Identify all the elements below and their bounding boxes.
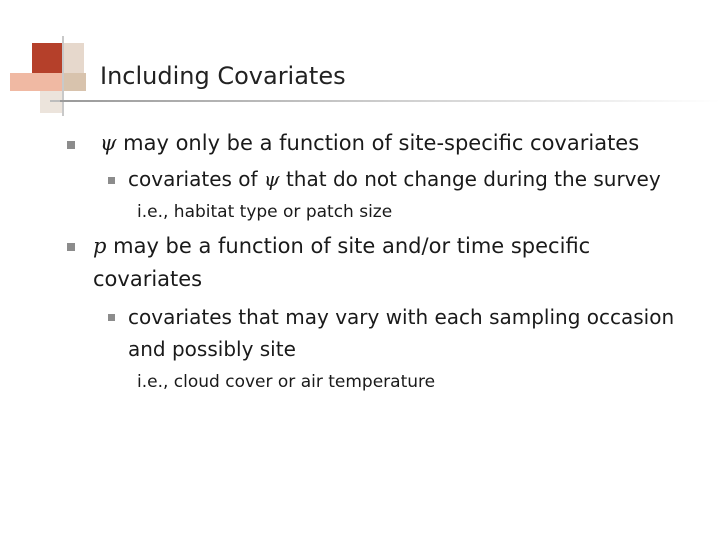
psi-symbol: ψ	[263, 167, 280, 191]
slide-title: Including Covariates	[100, 62, 346, 90]
example-1-text: i.e., habitat type or patch size	[137, 202, 393, 222]
sub-bullet-marker	[108, 177, 115, 184]
sub-bullet-marker	[108, 314, 115, 321]
bullet-marker	[67, 243, 75, 251]
psi-symbol: ψ	[100, 131, 117, 155]
example-2-text: i.e., cloud cover or air temperature	[137, 372, 436, 392]
sub-bullet-2-line1: covariates that may vary with each sampling occasion	[128, 305, 675, 329]
bullet-1-text: ψ may only be a function of site-specific covariates	[100, 131, 640, 155]
sub-bullet-1-text: covariates of ψ that do not change during the survey	[128, 167, 661, 191]
bullet-2-text: p may be a function of site and/or time specific	[93, 234, 591, 258]
bullet-marker	[67, 141, 75, 149]
p-symbol: p	[93, 234, 107, 258]
bullet-2-text-line2: covariates	[93, 267, 203, 291]
sub-bullet-2-line2: and possibly site	[128, 337, 296, 361]
title-underline	[60, 100, 720, 102]
corner-decoration	[0, 0, 100, 120]
